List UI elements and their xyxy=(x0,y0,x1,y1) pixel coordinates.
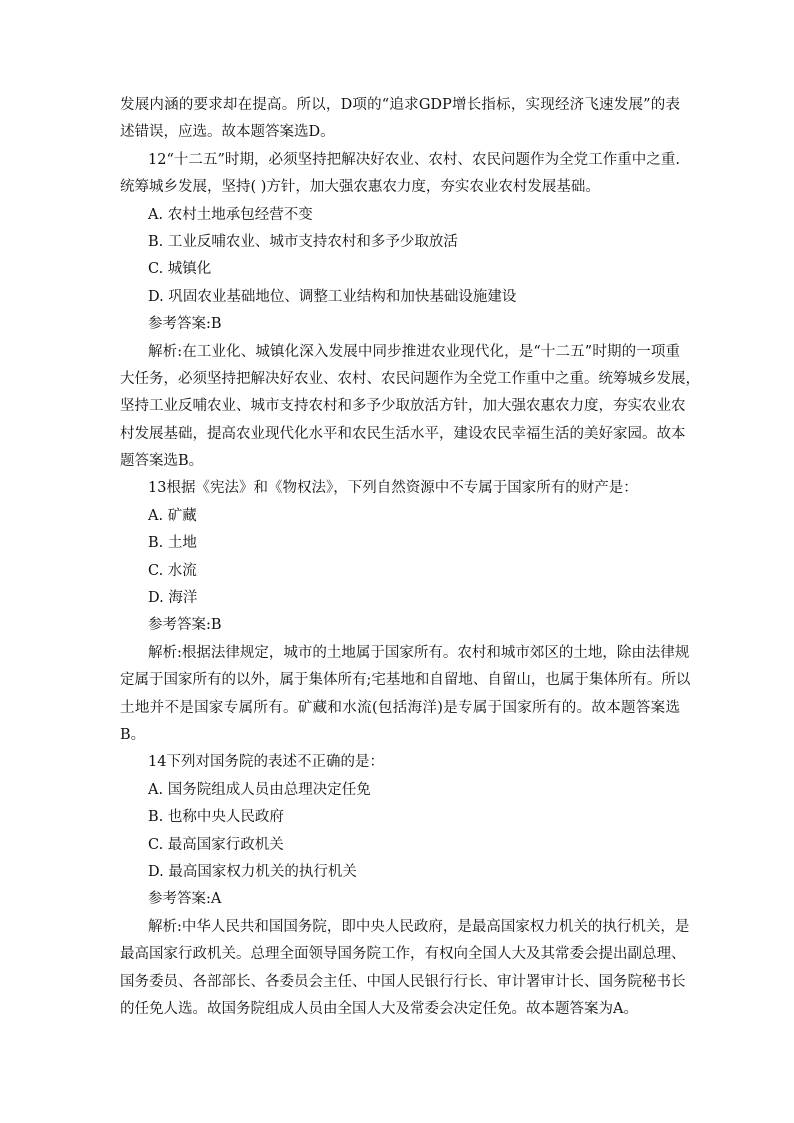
question-14-stem: 14下列对国务院的表述不正确的是： xyxy=(148,754,384,771)
option-d: D. 最高国家权力机关的执行机关 xyxy=(148,863,357,880)
text-line: 述错误，应选。故本题答案选D。 xyxy=(120,124,335,141)
analysis-line: 解析:根据法律规定，城市的土地属于国家所有。农村和城市郊区的土地，除由法律规 xyxy=(148,644,690,661)
option-b: B. 土地 xyxy=(148,535,197,552)
analysis-line: 土地并不是国家专属所有。矿藏和水流(包括海洋)是专属于国家所有的。故本题答案选 xyxy=(120,699,680,716)
answer: 参考答案:B xyxy=(148,316,222,333)
option-d: D. 海洋 xyxy=(148,590,198,607)
option-a: A. 国务院组成人员由总理决定任免 xyxy=(148,781,371,798)
analysis-line: 国务委员、各部部长、各委员会主任、中国人民银行行长、审计署审计长、国务院秘书长 xyxy=(120,973,686,990)
option-c: C. 城镇化 xyxy=(148,261,212,278)
analysis-line: 最高国家行政机关。总理全面领导国务院工作，有权向全国人大及其常委会提出副总理、 xyxy=(120,946,686,963)
analysis-line: 坚持工业反哺农业、城市支持农村和多予少取放活方针，加大强农惠农力度，夯实农业农 xyxy=(120,398,686,415)
analysis-line: 村发展基础，提高农业现代化水平和农民生活水平，建设农民幸福生活的美好家园。故本 xyxy=(120,425,686,442)
option-b: B. 工业反哺农业、城市支持农村和多予少取放活 xyxy=(148,233,458,250)
analysis-line: 解析:在工业化、城镇化深入发展中同步推进农业现代化，是“十二五”时期的一项重 xyxy=(148,343,680,360)
answer: 参考答案:B xyxy=(148,617,222,634)
option-a: A. 农村土地承包经营不变 xyxy=(148,206,313,223)
option-a: A. 矿藏 xyxy=(148,507,197,524)
option-c: C. 水流 xyxy=(148,562,197,579)
question-12-stem: 12“十二五”时期，必须坚持把解决好农业、农村、农民问题作为全党工作重中之重. xyxy=(148,151,680,168)
analysis-line: 的任免人选。故国务院组成人员由全国人大及常委会决定任免。故本题答案为A。 xyxy=(120,1000,638,1017)
question-12-stem: 统筹城乡发展，坚持( )方针，加大强农惠农力度，夯实农业农村发展基础。 xyxy=(120,179,600,196)
text-line: 发展内涵的要求却在提高。所以，D项的“追求GDP增长指标，实现经济飞速发展”的表 xyxy=(120,97,680,113)
document-body xyxy=(120,92,700,1023)
answer: 参考答案:A xyxy=(148,891,222,908)
analysis-line: 解析:中华人民共和国国务院，即中央人民政府，是最高国家权力机关的执行机关，是 xyxy=(148,918,690,935)
analysis-line: 题答案选B。 xyxy=(120,453,204,470)
analysis-line: 大任务，必须坚持把解决好农业、农村、农民问题作为全党工作重中之重。统筹城乡发展， xyxy=(120,370,700,387)
option-b: B. 也称中央人民政府 xyxy=(148,809,284,826)
analysis-line: 定属于国家所有的以外，属于集体所有;宅基地和自留地、自留山，也属于集体所有。所以 xyxy=(120,672,691,689)
option-c: C. 最高国家行政机关 xyxy=(148,836,284,853)
question-13-stem: 13根据《宪法》和《物权法》，下列自然资源中不专属于国家所有的财产是： xyxy=(148,480,638,497)
option-d: D. 巩固农业基础地位、调整工业结构和加快基础设施建设 xyxy=(148,288,517,305)
analysis-line: B。 xyxy=(120,726,146,743)
